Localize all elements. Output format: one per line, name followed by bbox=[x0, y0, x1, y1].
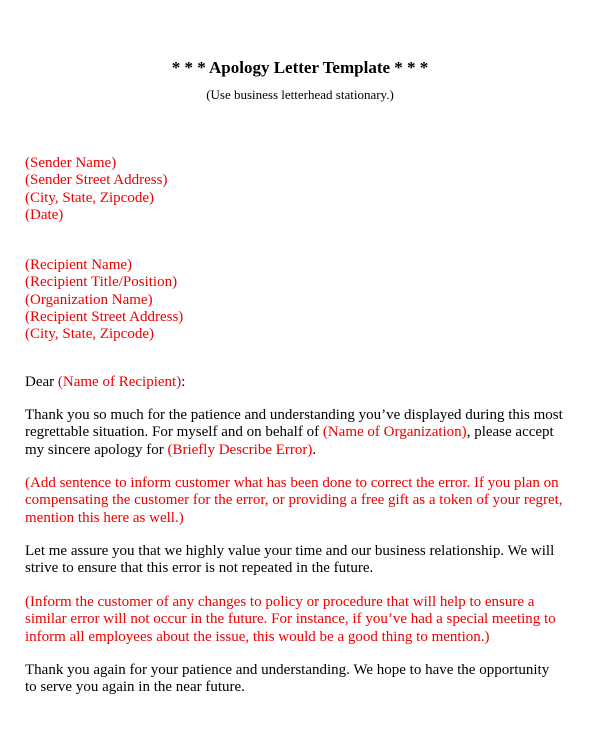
paragraph-thanks-line-3 bbox=[25, 442, 585, 459]
salutation-recipient-name: (Name of Recipient) bbox=[57, 374, 182, 390]
recipient-block bbox=[25, 257, 585, 343]
line-2-text: regrettable situation. For myself and on behalf of bbox=[25, 424, 323, 441]
paragraph-closing bbox=[25, 662, 585, 697]
paragraph-correction-line-2: compensating the customer for the error, or providing a free gift as a token of your regret, bbox=[25, 492, 563, 509]
line-3-text: my sincere apology for bbox=[25, 441, 168, 458]
sender-date: (Date) bbox=[25, 206, 64, 223]
sender-city-state-zip: (City, State, Zipcode) bbox=[25, 189, 154, 206]
paragraph-closing-line-2: to serve you again in the near future. bbox=[25, 679, 245, 696]
paragraph-policy-line-3: inform all employees about the issue, this would be a good thing to mention.) bbox=[25, 628, 490, 645]
recipient-name: (Recipient Name) bbox=[25, 257, 133, 273]
sender-name: (Sender Name) bbox=[25, 155, 117, 171]
letter-title: * * * Apology Letter Template * * * bbox=[171, 58, 429, 77]
paragraph-correction-line-1: (Add sentence to inform customer what has been done to correct the error. If you plan on bbox=[25, 475, 559, 491]
salutation-prefix: Dear bbox=[25, 374, 58, 390]
line-2-suffix: , please accept bbox=[466, 424, 554, 441]
error-placeholder: (Briefly Describe Error) bbox=[167, 441, 313, 458]
paragraph-policy-line-1: (Inform the customer of any changes to policy or procedure that will help to ensure a bbox=[25, 594, 535, 610]
sender-street-address: (Sender Street Address) bbox=[25, 172, 168, 189]
line-3-suffix: . bbox=[312, 441, 317, 458]
salutation bbox=[25, 374, 585, 391]
paragraph-closing-line-1: Thank you again for your patience and understanding. We hope to have the opportunity bbox=[25, 662, 550, 678]
paragraph-thanks-line-1: Thank you so much for the patience and understanding you’ve displayed during this most bbox=[25, 407, 563, 423]
recipient-title: (Recipient Title/Position) bbox=[25, 274, 178, 291]
paragraph-thanks-line-2 bbox=[25, 424, 585, 441]
recipient-city-state-zip: (City, State, Zipcode) bbox=[25, 326, 154, 343]
paragraph-correction bbox=[25, 475, 585, 527]
recipient-street-address: (Recipient Street Address) bbox=[25, 308, 184, 325]
recipient-organization: (Organization Name) bbox=[25, 291, 153, 308]
paragraph-assurance bbox=[25, 543, 585, 578]
salutation-suffix: : bbox=[181, 374, 186, 390]
paragraph-assurance-line-2: strive to ensure that this error is not repeated in the future. bbox=[25, 560, 374, 577]
paragraph-policy bbox=[25, 594, 585, 646]
paragraph-thanks bbox=[25, 407, 585, 459]
organization-placeholder: (Name of Organization) bbox=[322, 424, 467, 441]
sender-block bbox=[25, 155, 585, 224]
paragraph-policy-line-2: similar error will not occur in the future. For instance, if you’ve had a special meeting to bbox=[25, 611, 556, 628]
letter-subtitle: (Use business letterhead stationary.) bbox=[206, 87, 394, 102]
paragraph-correction-line-3: mention this here as well.) bbox=[25, 509, 184, 526]
paragraph-assurance-line-1: Let me assure you that we highly value your time and our business relationship. We will bbox=[25, 543, 555, 559]
